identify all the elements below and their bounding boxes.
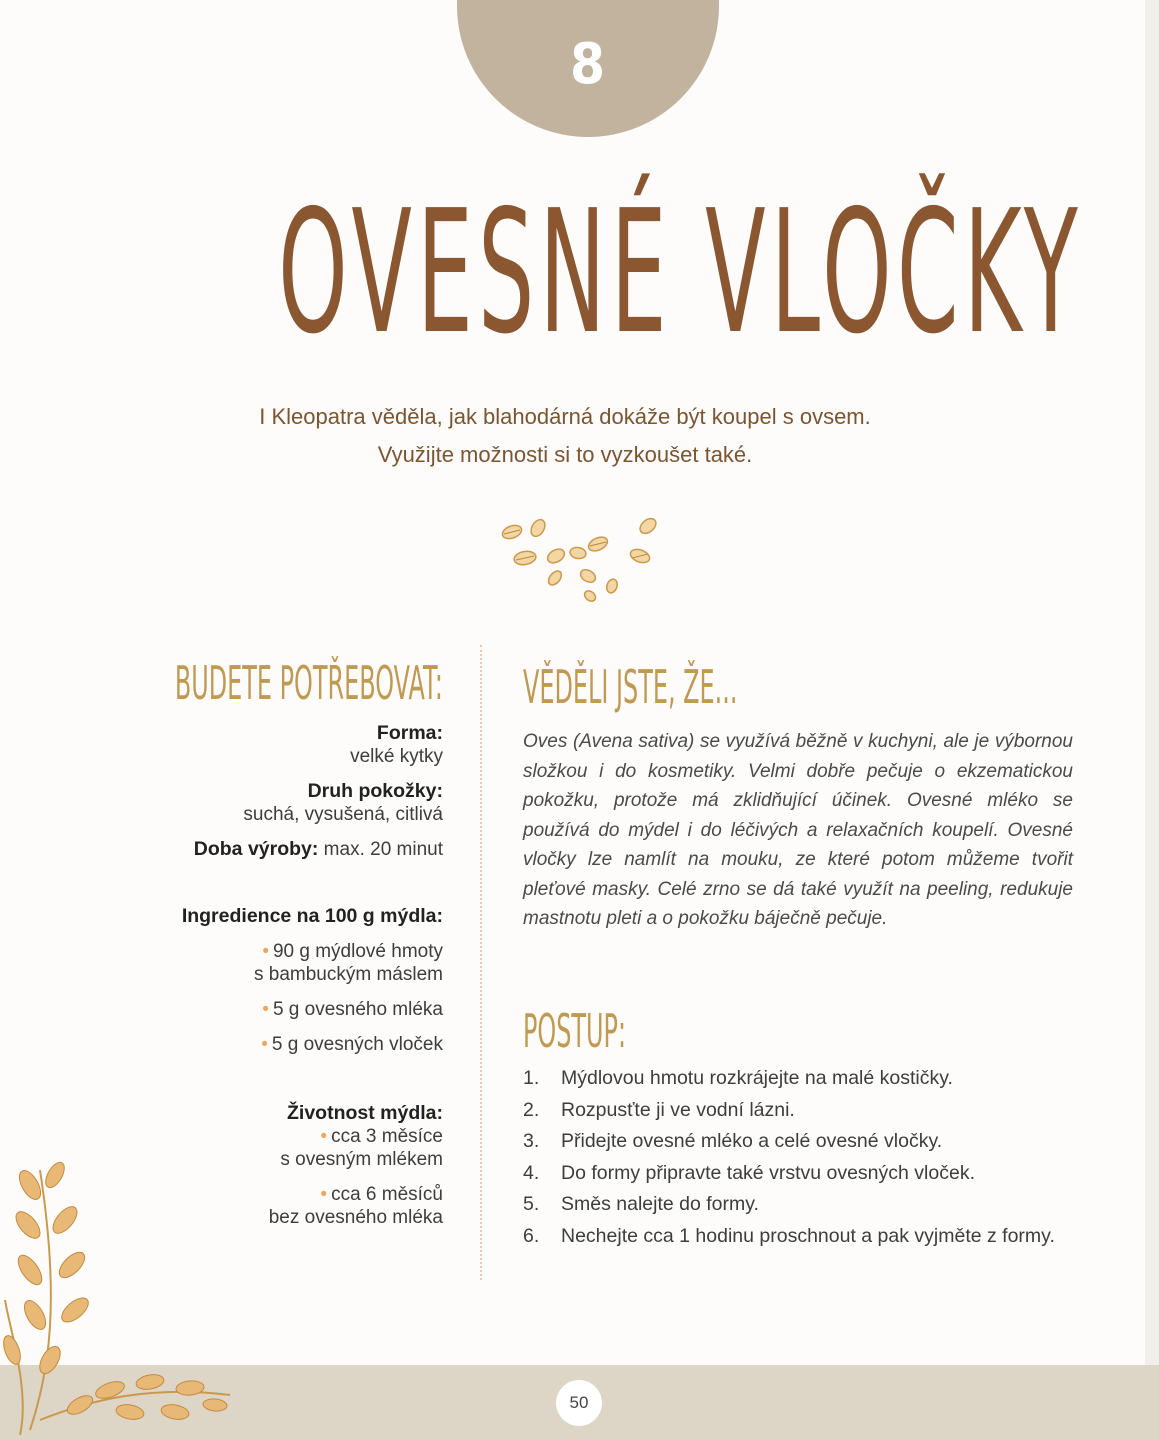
intro-text [150, 398, 980, 474]
step-text: Mýdlovou hmotu rozkrájejte na malé kostičky. [561, 1067, 953, 1089]
shelf-label: Životnost mýdla: [286, 1102, 443, 1124]
procedure-step [523, 1066, 1063, 1091]
bullet-icon: • [320, 1126, 328, 1147]
shelf-text: bez ovesného mléka [268, 1207, 443, 1228]
page-edge [1145, 0, 1159, 1440]
bullet-icon: • [262, 999, 269, 1020]
bullet-icon: • [262, 941, 269, 962]
bullet-icon: • [261, 1034, 268, 1055]
step-number: 6. [523, 1224, 540, 1247]
bullet-icon: • [320, 1184, 328, 1205]
time-value: max. 20 minut [323, 839, 443, 860]
time-row [100, 838, 443, 861]
step-number: 4. [523, 1161, 540, 1184]
procedure-list [523, 1066, 1063, 1255]
skin-value: suchá, vysušená, citlivá [243, 804, 443, 825]
shelf-text: cca 6 měsíců [331, 1184, 443, 1205]
step-number: 1. [523, 1067, 540, 1089]
procedure-step [523, 1224, 1063, 1249]
step-text: Nechejte cca 1 hodinu proschnout a pak vyjměte z formy. [561, 1224, 1055, 1247]
step-text: Rozpusťte ji ve vodní lázni. [561, 1098, 795, 1121]
page-number: 50 [556, 1380, 602, 1426]
fact-heading: VĚDĚLI JSTE, ŽE... [523, 660, 738, 714]
step-text: Přidejte ovesné mléko a celé ovesné vločky. [561, 1130, 943, 1152]
skin-label: Druh pokožky: [307, 780, 443, 802]
step-number: 2. [523, 1098, 540, 1121]
oat-stalk-icon [0, 1150, 240, 1440]
shelf-text: s ovesným mlékem [280, 1149, 443, 1170]
ingredient-text: s bambuckým máslem [254, 964, 443, 985]
step-number: 5. [523, 1193, 540, 1215]
needs-heading: BUDETE POTŘEBOVAT: [174, 656, 443, 710]
step-text: Do formy připravte také vrstvu ovesných vloček. [561, 1161, 975, 1184]
ingredient-item [100, 1033, 443, 1056]
ingredient-item [100, 940, 443, 986]
form-value: velké kytky [350, 746, 443, 767]
step-number: 3. [523, 1130, 540, 1152]
procedure-step [523, 1129, 1063, 1154]
intro-line-2: Využijte možnosti si to vyzkoušet také. [377, 442, 753, 467]
ingredient-item [100, 998, 443, 1021]
fact-text: Oves (Avena sativa) se využívá běžně v kuchyni, ale je výbornou složkou i do kosmetiky. Velmi dobře pečuje o ekzematickou pokožku, protože má zklidňující účinek. Ovesné mléko se používá do mýdel i do léčivých a relaxačních koupelí. Ovesné vločky lze namlít na mouku, ze které potom můžeme tvořit pleťové masky. Celé zrno se dá také využít na peeling, redukuje mastnotu pleti a o pokožku báječně pečuje. [523, 731, 1073, 929]
intro-line-1: I Kleopatra věděla, jak blahodárná dokáže být koupel s ovsem. [259, 404, 871, 429]
ingredient-text: 90 g mýdlové hmoty [272, 941, 443, 962]
ingredient-text: 5 g ovesného mléka [272, 999, 443, 1020]
time-label: Doba výroby: [193, 838, 319, 860]
chapter-number: 8 [569, 32, 607, 97]
procedure-step [523, 1098, 1063, 1123]
chapter-badge [457, 0, 719, 137]
column-divider [480, 645, 482, 1280]
step-text: Směs nalejte do formy. [561, 1193, 759, 1215]
procedure-step [523, 1192, 1063, 1217]
page-title: OVESNÉ VLOČKY [278, 174, 1084, 372]
procedure-heading: POSTUP: [523, 1004, 627, 1058]
ingredient-text: 5 g ovesných vloček [271, 1034, 443, 1055]
shelf-text: cca 3 měsíce [331, 1126, 443, 1147]
procedure-step [523, 1161, 1063, 1186]
oat-grains-icon [490, 508, 670, 608]
ingredients-label: Ingredience na 100 g mýdla: [181, 905, 443, 927]
form-label: Forma: [376, 722, 443, 744]
